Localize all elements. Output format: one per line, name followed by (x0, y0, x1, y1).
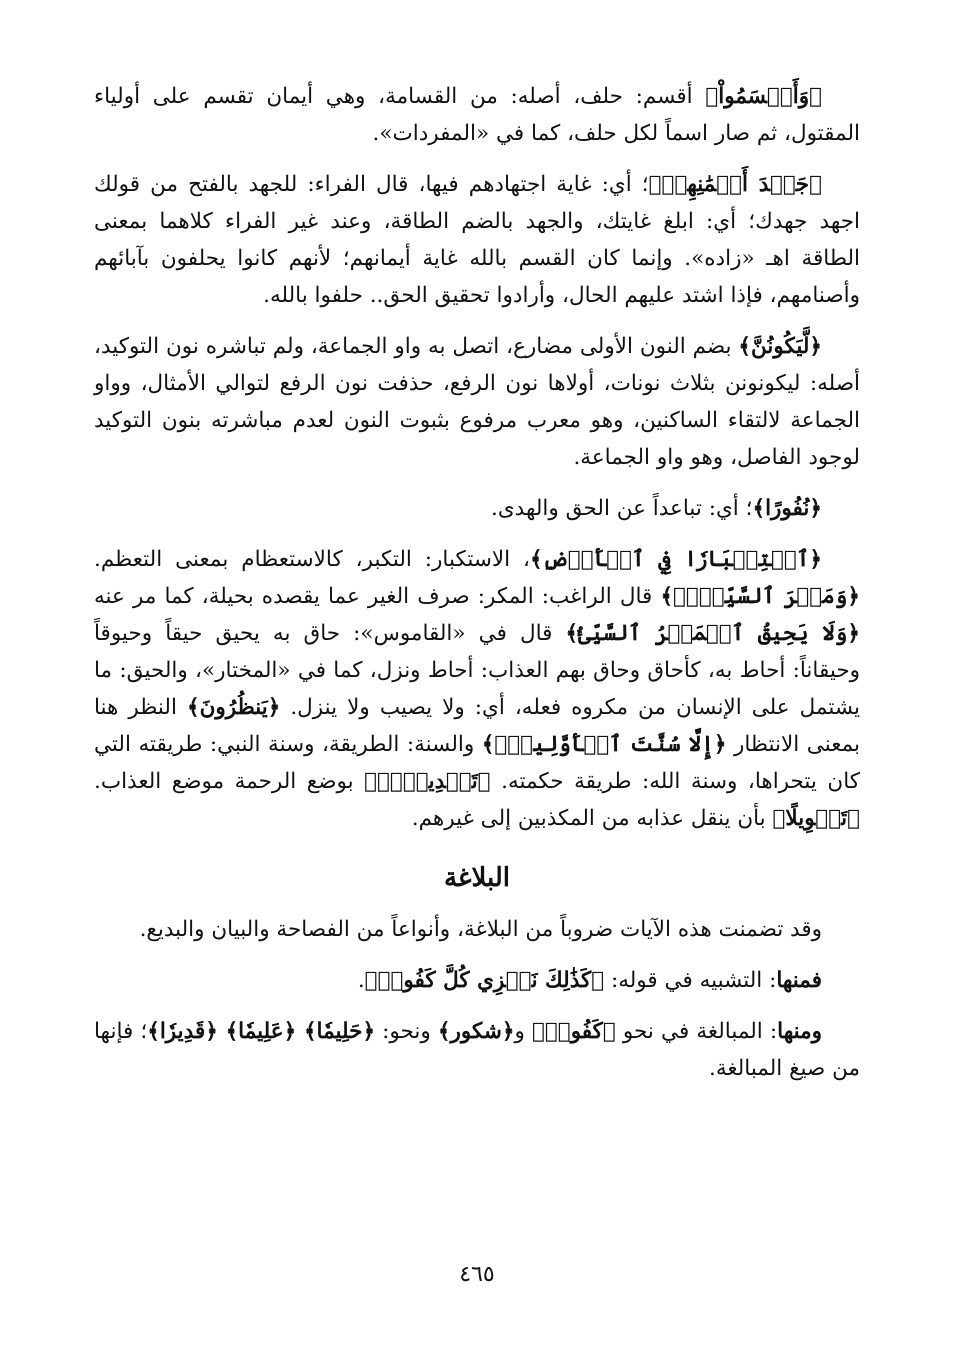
balagha-point (94, 962, 860, 999)
glossary-paragraph (94, 541, 860, 837)
glossary-paragraph (94, 490, 860, 527)
quran-quote: ﴿تَبۡدِيلٗاۖ﴾ (364, 769, 491, 794)
quran-quote: ﴿ٱسۡتِكۡبَارٗا فِي ٱلۡأَرۡضِ﴾ (530, 547, 823, 572)
glossary-paragraph (94, 328, 860, 476)
paragraph-text: النظر هنا بمعنى الانتظار (94, 695, 860, 757)
quran-quote: ﴿وَلَا يَحِيقُ ٱلۡمَكۡرُ ٱلسَّيِّئُ﴾ (565, 621, 860, 646)
paragraph-text: والسنة: الطريقة، وسنة النبي: طريقته التي كان يتحراها، وسنة الله: طريقة حكمته. (94, 732, 860, 794)
quran-quote: ﴿تَحۡوِيلًا﴾ (772, 806, 860, 831)
paragraph-text: ؛ فإنها من صيغ المبالغة. (94, 1019, 860, 1081)
glossary-paragraph (94, 78, 860, 152)
quran-quote: ﴿يَنظُرُونَ﴾ (186, 695, 281, 720)
point-lead: ومنها (777, 1019, 823, 1044)
balagha-point (94, 1013, 860, 1087)
quran-quote: ﴿كَفُورٖ﴾ (531, 1019, 616, 1044)
paragraph-text: ونحو: (375, 1019, 438, 1044)
paragraph-text: قال في «القاموس»: حاق به يحيق حيقاً وحيوقاً وحيقاناً: أحاط به، كأحاق وحاق بهم العذاب: أحاط ونزل، كما في «المختار»، والحيق: ما يشتمل على الإنسان من مكروه فعله، أي: ولا يصيب ولا ينزل. (94, 621, 861, 720)
paragraph-text: بأن ينقل عذابه من المكذبين إلى غيرهم. (411, 806, 773, 831)
balagha-intro: وقد تضمنت هذه الآيات ضروباً من البلاغة، وأنواعاً من الفصاحة والبيان والبديع. (139, 917, 822, 942)
quran-quote: ﴿شكور﴾ (437, 1019, 515, 1044)
paragraph-text: . (357, 968, 365, 993)
balagha-section (94, 911, 860, 1087)
quran-quote: ﴿وَمَكۡرَ ٱلسَّيِّيِٕۚ﴾ (660, 584, 860, 609)
paragraph-text: : التشبيه في قوله: (604, 968, 777, 993)
paragraph-text: ؛ أي: غاية اجتهادهم فيها، قال الفراء: للجهد بالفتح من قولك اجهد جهدك؛ أي: ابلغ غايتك، والجهد بالضم الطاقة، وعند غير الفراء كلاهما بمعنى الطاقة اهـ «زاده». وإنما كان القسم بالله غاية أيمانهم؛ لأنهم كانوا يحلفون بآبائهم وأصنامهم، فإذا اشتد عليهم الحال، وأرادوا تحقيق الحق.. حلفوا بالله. (94, 172, 860, 308)
paragraph-text: بضم النون الأولى مضارع، اتصل به واو الجماعة، ولم تباشره نون التوكيد، أصله: ليكونونن بثلاث نونات، أولاها نون الرفع، حذفت نون الرفع لتوالي الأمثال، وواو الجماعة لالتقاء الساكنين، وهو معرب مرفوع بثبوت النون لعدم مباشرته بنون التوكيد لوجود الفاصل، وهو واو الجماعة. (94, 334, 860, 470)
quran-quote: ﴿نُفُورًا﴾ (752, 496, 822, 521)
word-glossary (94, 78, 860, 837)
quran-quote: ﴿إِلَّا سُنَّتَ ٱلۡأَوَّلِينَۚ﴾ (481, 732, 727, 757)
paragraph-text: ؛ أي: تباعداً عن الحق والهدى. (491, 496, 753, 521)
paragraph-text: أقسم: حلف، أصله: من القسامة، وهي أيمان تقسم على أولياء المقتول، ثم صار اسماً لكل حلف، كما في «المفردات». (94, 84, 860, 146)
quran-quote: ﴿وَأَقۡسَمُواْ﴾ (705, 84, 822, 109)
quran-quote: ﴿حَلِيمٗا﴾ ﴿عَلِيمٗا﴾ ﴿قَدِيرٗا﴾ (147, 1019, 376, 1044)
paragraph-text: بوضع الرحمة موضع العذاب. (94, 769, 365, 794)
glossary-paragraph (94, 166, 860, 314)
page-number: ٤٦٥ (459, 1262, 495, 1287)
paragraph-text: و (514, 1019, 532, 1044)
paragraph-text: ، الاستكبار: التكبر، كالاستعظام بمعنى التعظم. (94, 547, 530, 572)
point-lead: فمنها (776, 968, 822, 993)
quran-quote: ﴿جَهۡدَ أَيۡمَٰنِهِمۡ﴾ (648, 172, 822, 197)
paragraph-text: قال الراغب: المكر: صرف الغير عما يقصده بحيلة، كما مر عنه (94, 584, 661, 609)
section-heading: البلاغة (443, 863, 511, 893)
quran-quote: ﴿لَّيَكُونُنَّ﴾ (738, 334, 822, 359)
paragraph-text: : المبالغة في نحو (615, 1019, 778, 1044)
quran-quote: ﴿كَذَٰلِكَ نَجۡزِي كُلَّ كَفُورٖ﴾ (364, 968, 605, 993)
